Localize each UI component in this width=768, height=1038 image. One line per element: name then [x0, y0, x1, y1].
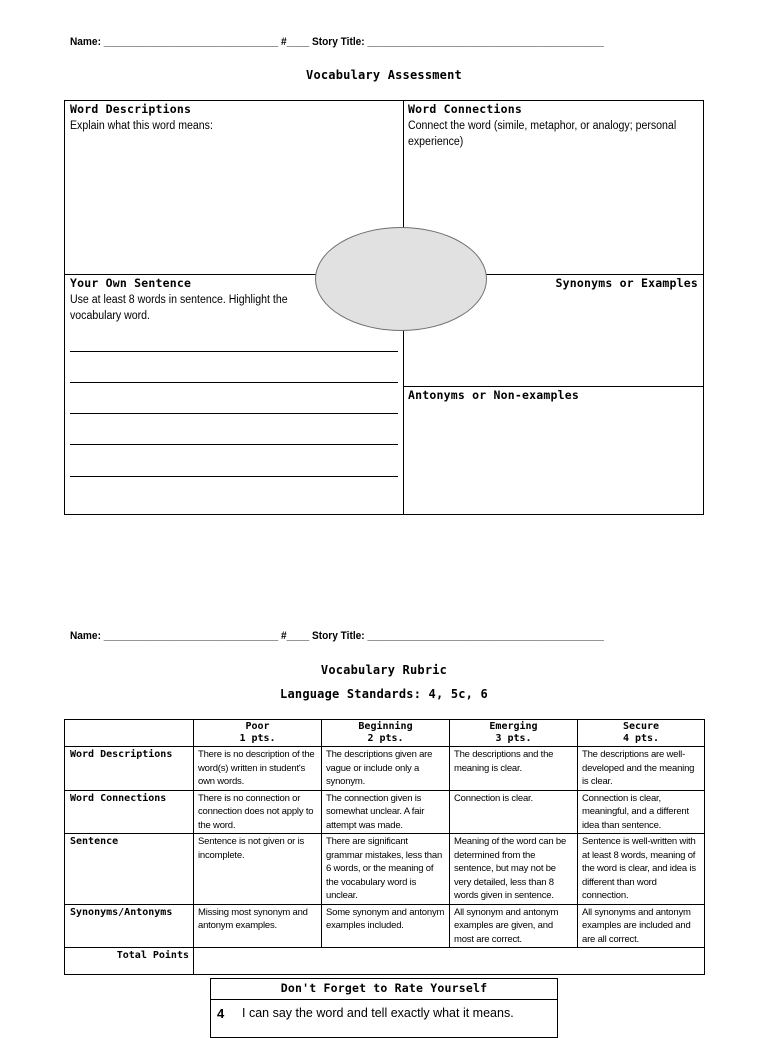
rubric-cell: The connection given is somewhat unclear. A fair attempt was made.: [322, 790, 450, 834]
rubric-title: Vocabulary Rubric: [320, 663, 448, 677]
rubric-cell: All synonym and antonym examples are given, and most are correct.: [450, 904, 578, 948]
rubric-row: [65, 747, 705, 791]
your-own-sentence-title: Your Own Sentence: [70, 276, 192, 290]
rubric-column-header: Beginning 2 pts.: [322, 720, 450, 747]
writing-line[interactable]: [70, 382, 398, 383]
rubric-cell: There is no description of the word(s) written in student's own words.: [194, 747, 322, 791]
word-connections-title: Word Connections: [408, 102, 522, 116]
rubric-cell: Sentence is well-written with at least 8 words, meaning of the word is clear, and idea is different than word connection.: [578, 834, 705, 905]
rubric-cell: Connection is clear.: [450, 790, 578, 834]
rubric-cell: The descriptions and the meaning is clear.: [450, 747, 578, 791]
self-rating-divider: [211, 999, 557, 1000]
total-points-field[interactable]: [194, 948, 705, 975]
rubric-row: [65, 904, 705, 948]
rubric-column-header: Secure 4 pts.: [578, 720, 705, 747]
self-rating-title: Don't Forget to Rate Yourself: [280, 981, 488, 995]
word-descriptions-title: Word Descriptions: [70, 102, 192, 116]
rubric-cell: There is no connection or connection does not apply to the word.: [194, 790, 322, 834]
total-points-label: Total Points: [65, 948, 194, 975]
self-rating-box: [210, 978, 558, 1038]
vocabulary-word-oval[interactable]: [315, 227, 487, 331]
rubric-cell: Connection is clear, meaningful, and a different idea than sentence.: [578, 790, 705, 834]
rubric-row-label: Sentence: [65, 834, 194, 905]
rubric-cell: The descriptions given are vague or include only a synonym.: [322, 747, 450, 791]
rubric-total-row: [65, 948, 705, 975]
rubric-cell: Sentence is not given or is incomplete.: [194, 834, 322, 905]
rubric-subtitle: Language Standards: 4, 5c, 6: [280, 687, 488, 701]
rubric-corner-cell: [65, 720, 194, 747]
rubric-cell: Missing most synonym and antonym examples.: [194, 904, 322, 948]
assessment-title: Vocabulary Assessment: [306, 68, 462, 82]
rubric-table: [64, 719, 705, 975]
rubric-row-label: Synonyms/Antonyms: [65, 904, 194, 948]
rubric-row-label: Word Descriptions: [65, 747, 194, 791]
rubric-row: [65, 834, 705, 905]
antonyms-title: Antonyms or Non-examples: [408, 388, 579, 402]
rubric-row: [65, 790, 705, 834]
rubric-row-label: Word Connections: [65, 790, 194, 834]
rubric-cell: All synonyms and antonym examples are included and are all correct.: [578, 904, 705, 948]
rubric-cell: The descriptions are well-developed and the meaning is clear.: [578, 747, 705, 791]
rubric-cell: Some synonym and antonym examples included.: [322, 904, 450, 948]
rubric-header-line: Name: _______________________________ #____ Story Title: __________________________________________: [70, 630, 604, 642]
writing-line[interactable]: [70, 351, 398, 352]
self-rating-score: 4: [217, 1006, 225, 1021]
writing-line[interactable]: [70, 413, 398, 414]
word-connections-instruction: Connect the word (simile, metaphor, or analogy; personal experience): [408, 120, 677, 148]
word-descriptions-instruction: Explain what this word means:: [70, 120, 213, 132]
rubric-cell: There are significant grammar mistakes, less than 6 words, or the meaning of the vocabulary word is unclear.: [322, 834, 450, 905]
rubric-cell: Meaning of the word can be determined from the sentence, but may not be very detailed, less than 8 words given in sentence.: [450, 834, 578, 905]
rubric-column-header: Poor 1 pts.: [194, 720, 322, 747]
grid-divider-right: [403, 386, 704, 387]
assessment-header-line: Name: _______________________________ #____ Story Title: __________________________________________: [70, 36, 604, 48]
writing-line[interactable]: [70, 476, 398, 477]
synonyms-title: Synonyms or Examples: [555, 276, 698, 290]
writing-line[interactable]: [70, 444, 398, 445]
rubric-column-header: Emerging 3 pts.: [450, 720, 578, 747]
rubric-header-row: [65, 720, 705, 747]
self-rating-text: I can say the word and tell exactly what it means.: [242, 1006, 514, 1020]
your-own-sentence-instruction: Use at least 8 words in sentence. Highlight the vocabulary word.: [70, 294, 288, 322]
